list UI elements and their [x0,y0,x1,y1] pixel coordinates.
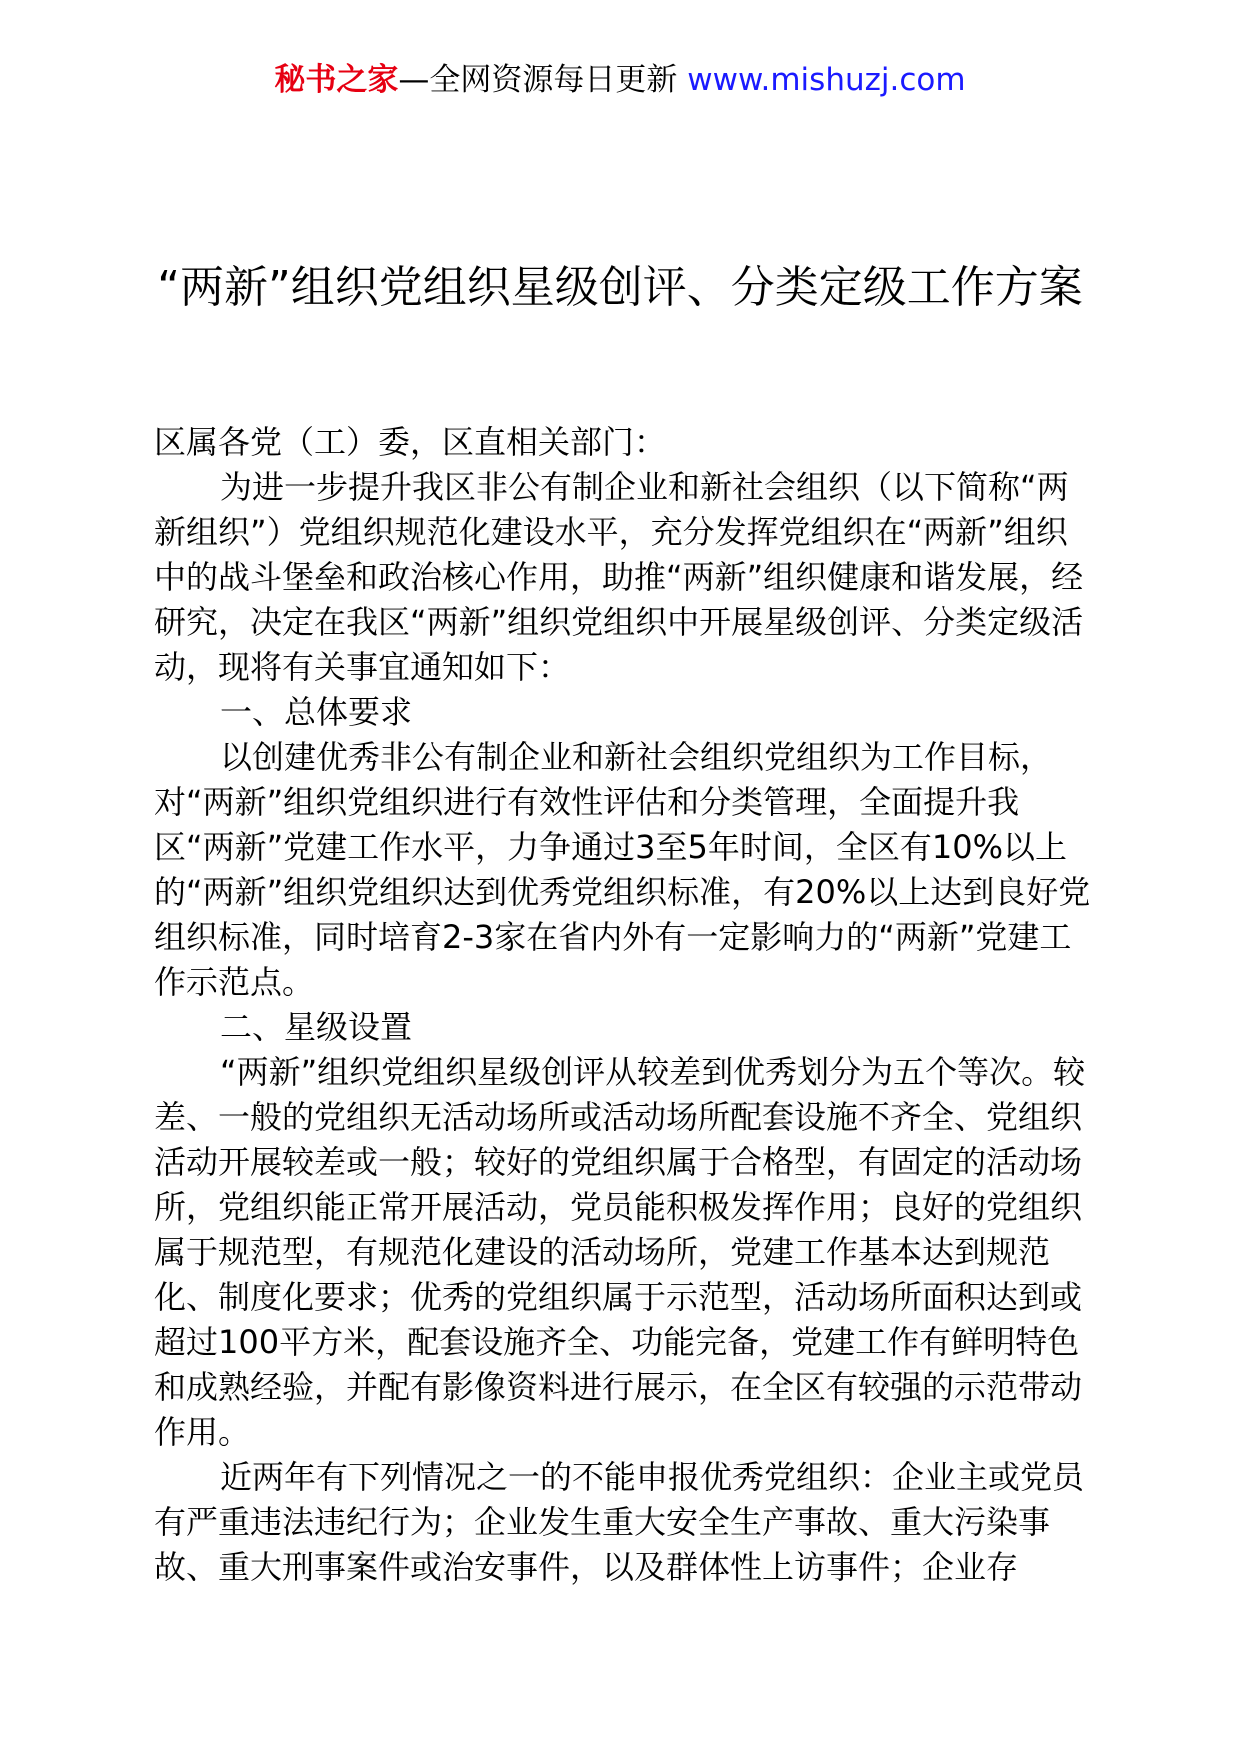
document-body [154,420,1094,1590]
star-levels-paragraph: “两新”组织党组织星级创评从较差到优秀划分为五个等次。较差、一般的党组织无活动场所或活动场所配套设施不齐全、党组织活动开展较差或一般；较好的党组织属于合格型，有固定的活动场所，党组织能正常开展活动，党员能积极发挥作用；良好的党组织属于规范型，有规范化建设的活动场所，党建工作基本达到规范化、制度化要求；优秀的党组织属于示范型，活动场所面积达到或超过100平方米，配套设施齐全、功能完备，党建工作有鲜明特色和成熟经验，并配有影像资料进行展示，在全区有较强的示范带动作用。 [154,1053,1086,1451]
site-name: 秘书之家 [274,62,399,98]
section-heading-general-requirements: 一、总体要求 [220,693,413,731]
salutation: 区属各党（工）委，区直相关部门： [154,423,667,461]
site-slogan: —全网资源每日更新 [398,62,678,98]
section-heading-star-levels: 二、星级设置 [220,1008,413,1046]
site-header [0,58,1240,102]
exclusion-paragraph: 近两年有下列情况之一的不能申报优秀党组织：企业主或党员有严重违法违纪行为；企业发生重大安全生产事故、重大污染事故、重大刑事案件或治安事件，以及群体性上访事件；企业存 [154,1458,1085,1586]
general-requirements-paragraph: 以创建优秀非公有制企业和新社会组织党组织为工作目标，对“两新”组织党组织进行有效性评估和分类管理，全面提升我区“两新”党建工作水平，力争通过3至5年时间，全区有10%以上的“两新”组织党组织达到优秀党组织标准，有20%以上达到良好党组织标准，同时培育2-3家在省内外有一定影响力的“两新”党建工作示范点。 [154,738,1091,1001]
site-url-link[interactable]: www.mishuzj.com [687,62,966,98]
document-title: “两新”组织党组织星级创评、分类定级工作方案 [157,262,1083,313]
intro-paragraph: 为进一步提升我区非公有制企业和新社会组织（以下简称“两新组织”）党组织规范化建设水平，充分发挥党组织在“两新”组织中的战斗堡垒和政治核心作用，助推“两新”组织健康和谐发展，经研究，决定在我区“两新”组织党组织中开展星级创评、分类定级活动，现将有关事宜通知如下： [154,468,1084,686]
